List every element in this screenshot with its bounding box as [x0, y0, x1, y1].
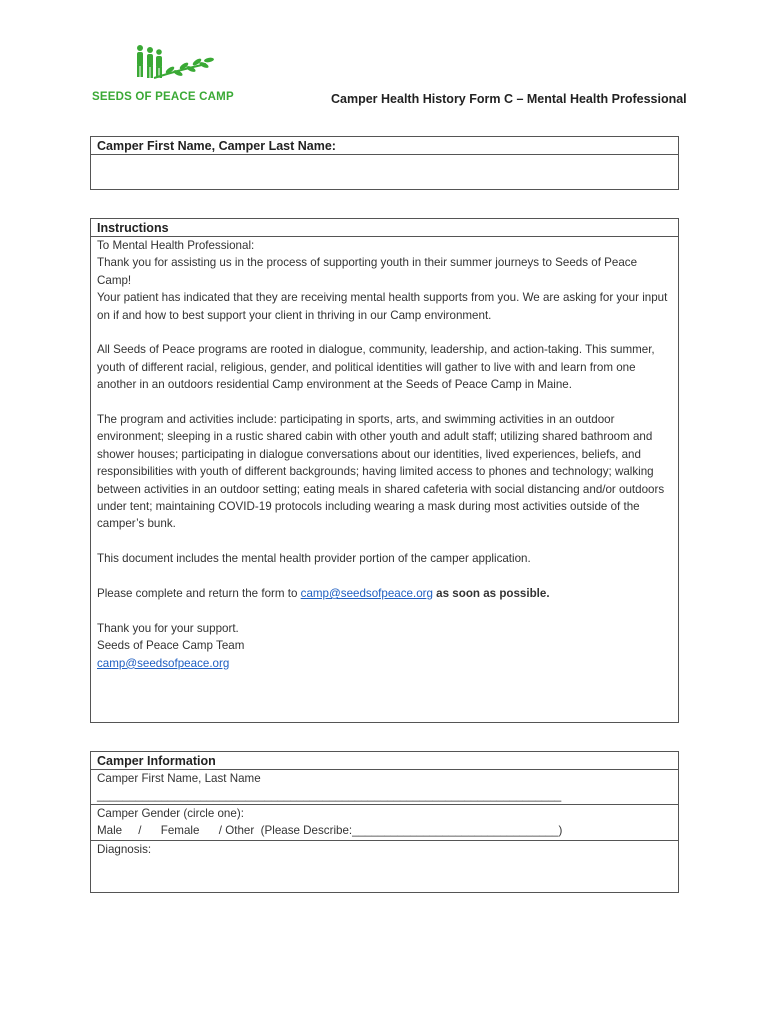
document-title: Camper Health History Form C – Mental Health Professional — [331, 92, 687, 106]
seeds-of-peace-logo — [92, 44, 252, 108]
camper-name-row — [91, 770, 678, 805]
instructions-paragraph: The program and activities include: participating in sports, arts, and swimming activities in an outdoor environment; sleeping in a rustic shared cabin with other youth and adult staff; utilizing shared bathroom and shower houses; participating in dialogue conversations about our identities, lived experiences, beliefs, and responsibilities with youth of different backgrounds; having limited access to phones and technology; walking between activities in an outdoor setting; eating meals in shared cafeteria with social distancing and/or outdoors under tent; maintaining COVID-19 protocols including wearing a mask during most activities outside of the camper’s bunk. — [97, 413, 665, 531]
camper-name-blank[interactable]: ________________________________________________________________________ — [97, 789, 562, 803]
diagnosis-row[interactable] — [91, 841, 678, 891]
instructions-paragraph: This document includes the mental health provider portion of the camper application. — [97, 552, 531, 566]
team-signature: Seeds of Peace Camp Team — [97, 639, 245, 653]
instructions-body — [91, 237, 678, 672]
camper-information-section — [90, 751, 679, 893]
camper-gender-row — [91, 805, 678, 841]
camper-name-row-label: Camper First Name, Last Name — [97, 772, 261, 785]
logo-text: SEEDS OF PEACE CAMP — [92, 91, 234, 103]
camper-name-label: Camper First Name, Camper Last Name: — [91, 137, 678, 155]
instructions-paragraph: Your patient has indicated that they are receiving mental health supports from you. We are asking for your input on if and how to best support your client in thriving in our Camp environment. — [97, 291, 668, 322]
camper-name-field[interactable] — [91, 155, 678, 189]
instructions-paragraph: Thank you for assisting us in the process of supporting youth in their summer journeys to Seeds of Peace Camp! — [97, 256, 638, 287]
thanks-line: Thank you for your support. — [97, 621, 239, 635]
camper-information-heading: Camper Information — [91, 752, 678, 770]
instructions-heading: Instructions — [91, 219, 678, 237]
return-instruction — [97, 585, 672, 602]
return-text: Please complete and return the form to — [97, 587, 301, 601]
return-text-end: as soon as possible. — [432, 587, 550, 601]
email-link[interactable]: camp@seedsofpeace.org — [300, 587, 433, 601]
camper-gender-options[interactable]: Male / Female / Other (Please Describe:________________________________) — [97, 824, 563, 838]
logo-figures-icon — [134, 44, 214, 88]
diagnosis-label: Diagnosis: — [97, 843, 152, 856]
salutation: To Mental Health Professional: — [97, 239, 255, 252]
camper-gender-label: Camper Gender (circle one): — [97, 807, 244, 820]
camper-name-section — [90, 136, 679, 190]
instructions-paragraph: All Seeds of Peace programs are rooted in dialogue, community, leadership, and action-taking. This summer, youth of different racial, religious, gender, and political identities will gather to live with and learn from one another in an outdoors residential Camp environment at the Seeds of Peace Camp in Maine. — [97, 343, 655, 392]
signature-email-link[interactable]: camp@seedsofpeace.org — [97, 656, 230, 670]
instructions-section — [90, 218, 679, 723]
